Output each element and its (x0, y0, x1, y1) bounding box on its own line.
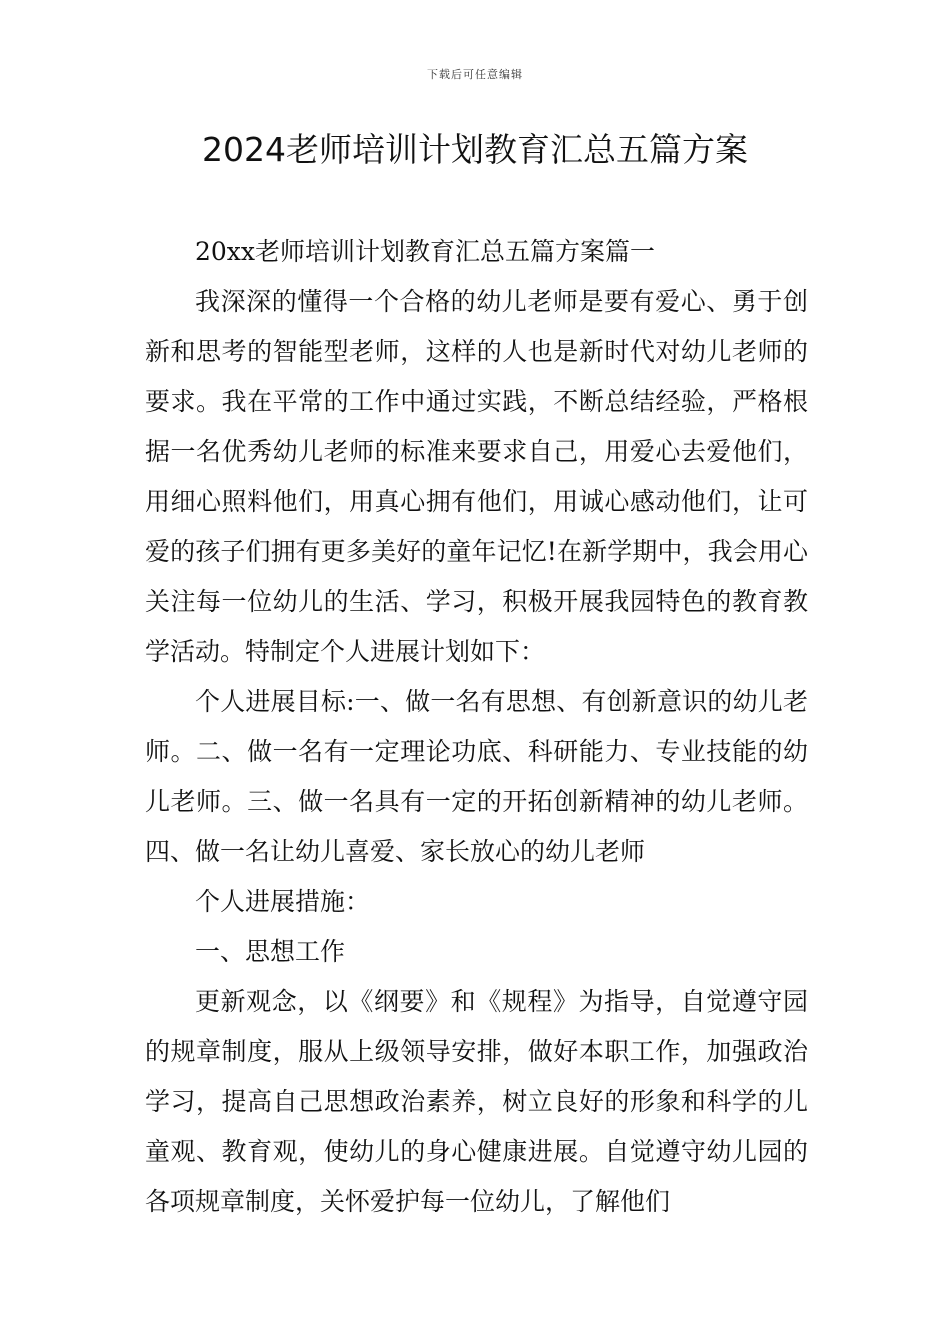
paragraph: 更新观念，以《纲要》和《规程》为指导，自觉遵守园的规章制度，服从上级领导安排，做好本职工作，加强政治学习，提高自己思想政治素养，树立良好的形象和科学的儿童观、教育观，使幼儿的身心健康进展。自觉遵守幼儿园的各项规章制度，关怀爱护每一位幼儿，了解他们 (145, 987, 808, 1216)
subheading: 一、思想工作 (195, 937, 346, 966)
paragraph: 个人进展目标:一、做一名有思想、有创新意识的幼儿老师。二、做一名有一定理论功底、科研能力、专业技能的幼儿老师。三、做一名具有一定的开拓创新精神的幼儿老师。四、做一名让幼儿喜爱、家长放心的幼儿老师 (145, 687, 808, 866)
section-heading: 20xx老师培训计划教育汇总五篇方案篇一 (195, 237, 656, 266)
document-body (145, 227, 808, 1227)
paragraph: 个人进展措施： (195, 887, 371, 916)
document-title: 2024老师培训计划教育汇总五篇方案 (202, 130, 748, 169)
header-note: 下载后可任意编辑 (427, 68, 523, 81)
paragraph: 我深深的懂得一个合格的幼儿老师是要有爱心、勇于创新和思考的智能型老师，这样的人也是新时代对幼儿老师的要求。我在平常的工作中通过实践，不断总结经验，严格根据一名优秀幼儿老师的标准来要求自己，用爱心去爱他们，用细心照料他们，用真心拥有他们，用诚心感动他们，让可爱的孩子们拥有更多美好的童年记忆!在新学期中，我会用心关注每一位幼儿的生活、学习，积极开展我园特色的教育教学活动。特制定个人进展计划如下： (145, 287, 808, 666)
